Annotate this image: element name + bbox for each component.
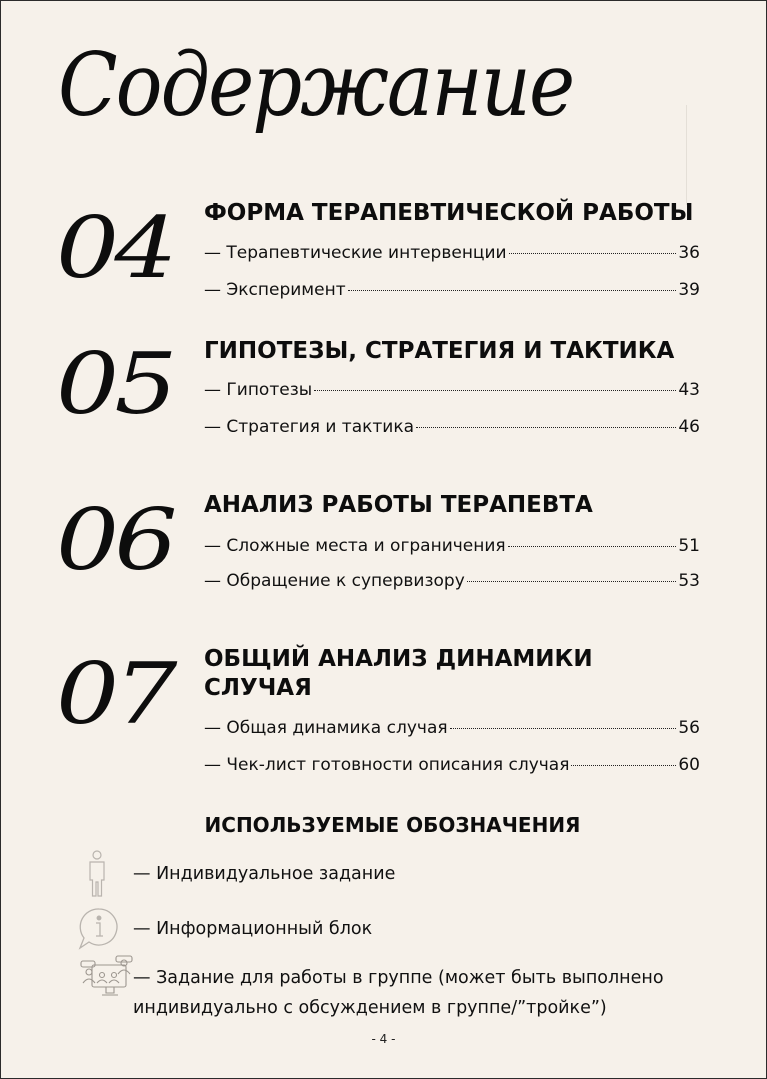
legend-item-info: — Информационный блок: [133, 919, 373, 939]
section-heading-05: ГИПОТЕЗЫ, СТРАТЕГИЯ И ТАКТИКА: [204, 338, 675, 364]
toc-entry-label: — Стратегия и тактика: [204, 417, 415, 437]
legend-item-group: — Задание для работы в группе (может быть выполнено индивидуально с обсуждением в группе/”тройке”): [133, 968, 664, 1018]
person-icon: [84, 850, 110, 898]
toc-entry[interactable]: [204, 535, 700, 557]
toc-entry-label: — Сложные места и ограничения: [204, 536, 506, 556]
toc-entry-page: 43: [678, 380, 700, 400]
toc-entry[interactable]: [204, 416, 700, 438]
page-number: - 4 -: [371, 1032, 396, 1046]
dot-leader: [571, 765, 676, 766]
section-number-04: 04: [56, 199, 173, 297]
dot-leader: [450, 728, 677, 729]
toc-entry-label: — Обращение к супервизору: [204, 571, 465, 591]
dot-leader: [509, 253, 677, 254]
dot-leader: [348, 290, 677, 291]
page-title: Содержание: [58, 35, 574, 137]
toc-entry-label: — Общая динамика случая: [204, 718, 448, 738]
section-heading-04: ФОРМА ТЕРАПЕВТИЧЕСКОЙ РАБОТЫ: [204, 200, 694, 226]
section-number-07: 07: [56, 645, 173, 743]
dot-leader: [416, 427, 676, 428]
toc-entry[interactable]: [204, 379, 700, 401]
toc-entry-page: 46: [678, 417, 700, 437]
toc-entry-page: 60: [678, 755, 700, 775]
toc-entry[interactable]: [204, 242, 700, 264]
legend-title: ИСПОЛЬЗУЕМЫЕ ОБОЗНАЧЕНИЯ: [204, 813, 581, 837]
divider-line: [686, 105, 687, 205]
section-heading-06: АНАЛИЗ РАБОТЫ ТЕРАПЕВТА: [204, 492, 593, 518]
toc-entry-page: 39: [678, 280, 700, 300]
section-number-06: 06: [56, 491, 173, 589]
section-number-05: 05: [56, 335, 173, 433]
dot-leader: [314, 390, 676, 391]
group-chat-icon: [80, 955, 134, 1001]
toc-entry[interactable]: [204, 570, 700, 592]
toc-entry-label: — Гипотезы: [204, 380, 313, 400]
toc-entry[interactable]: [204, 717, 700, 739]
toc-entry-label: — Чек-лист готовности описания случая: [204, 755, 570, 775]
legend-item-individual: — Индивидуальное задание: [133, 864, 396, 884]
dot-leader: [508, 546, 677, 547]
info-bubble-icon: [78, 906, 124, 952]
toc-entry[interactable]: [204, 754, 700, 776]
dot-leader: [467, 581, 677, 582]
toc-entry-page: 51: [678, 536, 700, 556]
toc-entry[interactable]: [204, 279, 700, 301]
toc-entry-label: — Терапевтические интервенции: [204, 243, 507, 263]
section-heading-07-line1: ОБЩИЙ АНАЛИЗ ДИНАМИКИ: [204, 646, 593, 672]
toc-entry-label: — Эксперимент: [204, 280, 346, 300]
toc-entry-page: 36: [678, 243, 700, 263]
section-heading-07-line2: СЛУЧАЯ: [204, 675, 312, 701]
toc-entry-page: 53: [678, 571, 700, 591]
toc-entry-page: 56: [678, 718, 700, 738]
